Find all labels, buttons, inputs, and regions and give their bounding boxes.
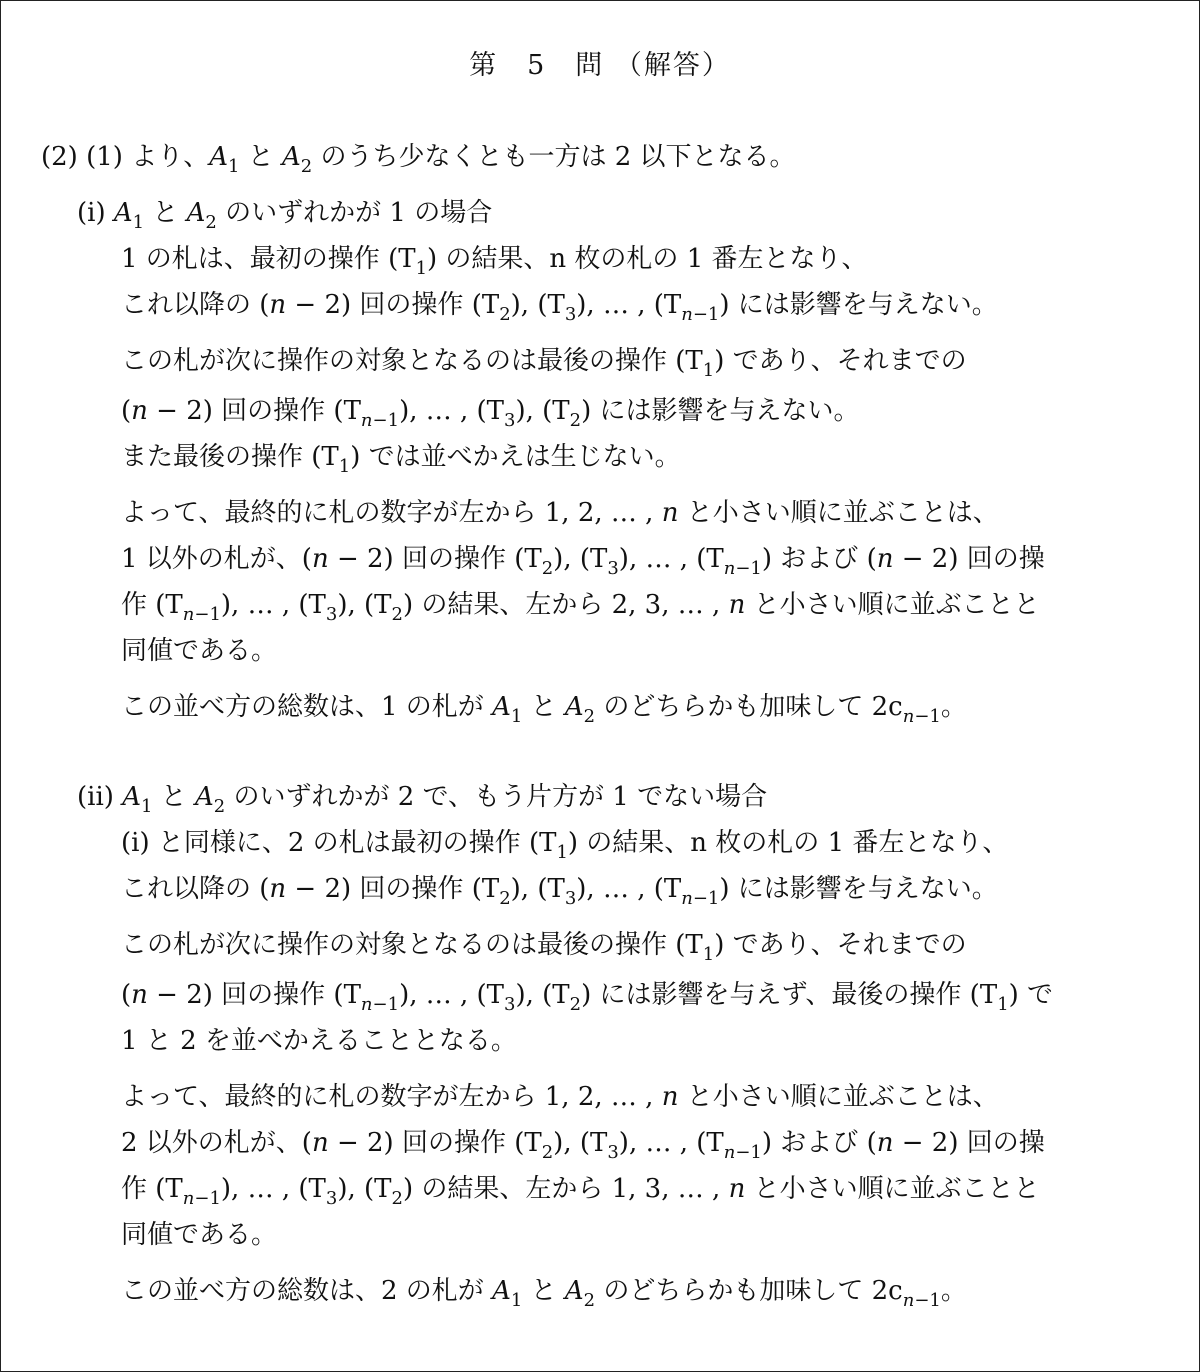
answer-line: (ii) $A_1$ と $A_2$ のいずれかが 2 で、もう片方が 1 でない場合 <box>77 782 768 817</box>
answer-line: 同値である。 <box>121 636 278 666</box>
answer-line: 1 以外の札が、(n − 2) 回の操作 $(T_2)$, $(T_3)$, … , $(T_{n-1})$ および (n − 2) 回の操 <box>121 544 1045 579</box>
answer-line: 同値である。 <box>121 1220 278 1250</box>
answer-line: 作 $(T_{n-1})$, … , $(T_3)$, $(T_2)$ の結果、左から 2, 3, … , n と小さい順に並ぶことと <box>121 590 1040 625</box>
answer-line: これ以降の (n − 2) 回の操作 $(T_2)$, $(T_3)$, … , $(T_{n-1})$ には影響を与えない。 <box>121 874 998 909</box>
answer-line: この並べ方の総数は、1 の札が $A_1$ と $A_2$ のどちらかも加味して $2c_{n-1}$。 <box>121 692 967 727</box>
answer-line: 1 の札は、最初の操作 $(T_1)$ の結果、n 枚の札の 1 番左となり、 <box>121 244 868 279</box>
answer-line: 2 以外の札が、(n − 2) 回の操作 $(T_2)$, $(T_3)$, … , $(T_{n-1})$ および (n − 2) 回の操 <box>121 1128 1045 1163</box>
answer-line: (i) と同様に、2 の札は最初の操作 $(T_1)$ の結果、n 枚の札の 1 番左となり、 <box>121 828 1009 863</box>
answer-line: よって、最終的に札の数字が左から 1, 2, … , n と小さい順に並ぶことは、 <box>121 498 999 528</box>
answer-line: (n − 2) 回の操作 $(T_{n-1})$, … , $(T_3)$, $(T_2)$ には影響を与えず、最後の操作 $(T_1)$ で <box>121 980 1054 1015</box>
answer-line: 作 $(T_{n-1})$, … , $(T_3)$, $(T_2)$ の結果、左から 1, 3, … , n と小さい順に並ぶことと <box>121 1174 1040 1209</box>
answer-line: (2) (1) より、$A_1$ と $A_2$ のうち少なくとも一方は 2 以下となる。 <box>41 142 796 177</box>
answer-line: この札が次に操作の対象となるのは最後の操作 $(T_1)$ であり、それまでの <box>121 346 967 381</box>
answer-line: これ以降の (n − 2) 回の操作 $(T_2)$, $(T_3)$, … , $(T_{n-1})$ には影響を与えない。 <box>121 290 998 325</box>
answer-line: 1 と 2 を並べかえることとなる。 <box>121 1026 517 1056</box>
answer-line: この札が次に操作の対象となるのは最後の操作 $(T_1)$ であり、それまでの <box>121 930 967 965</box>
answer-line: また最後の操作 $(T_1)$ では並べかえは生じない。 <box>121 442 681 477</box>
answer-line: (n − 2) 回の操作 $(T_{n-1})$, … , $(T_3)$, $(T_2)$ には影響を与えない。 <box>121 396 860 431</box>
page-title: 第 5 問 （解答） <box>469 50 731 81</box>
answer-line: (i) $A_1$ と $A_2$ のいずれかが 1 の場合 <box>77 198 493 233</box>
answer-line: よって、最終的に札の数字が左から 1, 2, … , n と小さい順に並ぶことは、 <box>121 1082 999 1112</box>
answer-line: この並べ方の総数は、2 の札が $A_1$ と $A_2$ のどちらかも加味して $2c_{n-1}$。 <box>121 1276 967 1311</box>
